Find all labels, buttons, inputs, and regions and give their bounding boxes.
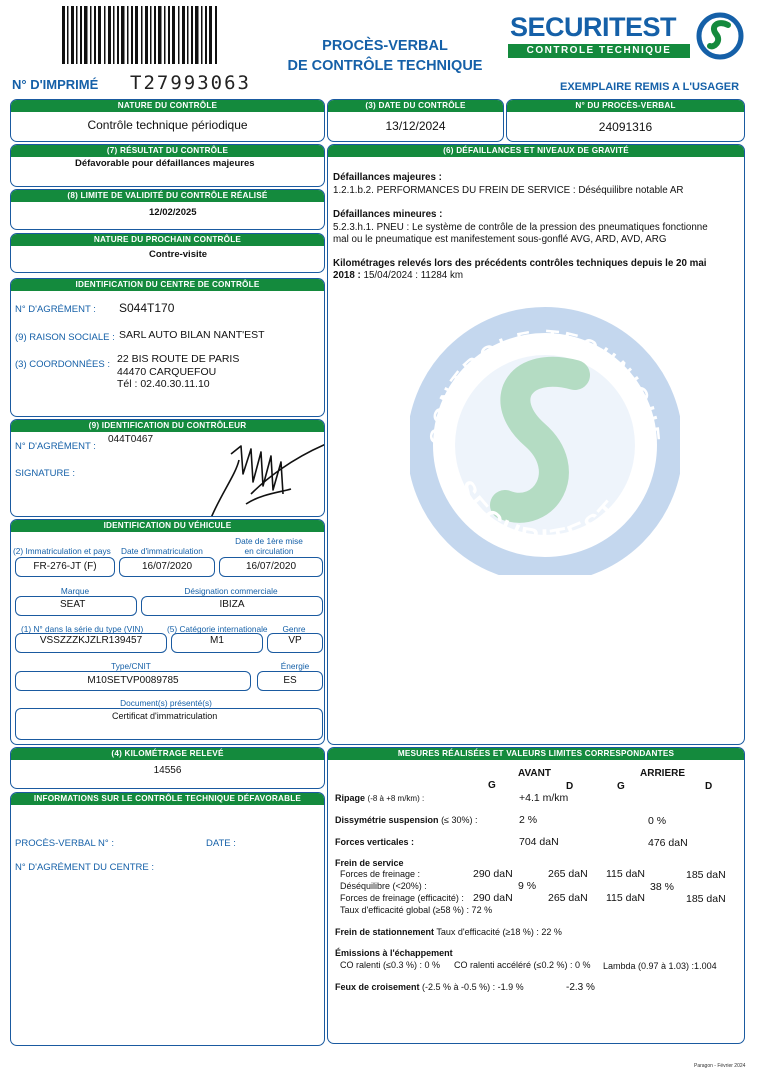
desequilibre-label: Déséquilibre (<20%) : (340, 881, 427, 891)
ripage-limit: (-8 à +8 m/km) : (367, 794, 425, 803)
dissymetrie-label: Dissymétrie suspension (335, 815, 439, 825)
avant-d-heading: D (566, 781, 574, 792)
freinage-arg: 115 daN (606, 868, 645, 880)
stationnement-row (335, 927, 562, 937)
forces-verticales-arriere: 476 daN (648, 837, 688, 849)
dissymetrie-arriere: 0 % (648, 815, 667, 827)
marque-field: SEAT (15, 596, 137, 616)
defavorable-agrement-label: N° D'AGRÉMENT DU CENTRE : (15, 862, 154, 873)
desequilibre-avant: 9 % (518, 880, 537, 892)
controleur-header: (9) IDENTIFICATION DU CONTRÔLEUR (11, 420, 324, 432)
securitest-logo (508, 12, 744, 64)
vehicule-box (10, 519, 325, 745)
documents-label: Document(s) présenté(s) (120, 698, 212, 708)
freinage-eff-avg: 290 daN (473, 892, 513, 904)
imprime-number: T27993063 (130, 72, 251, 94)
resultat-box (10, 144, 325, 187)
pv-number-box (506, 99, 745, 142)
signature-image (191, 434, 325, 517)
nature-controle-box (10, 99, 325, 142)
address-tel: Tél : 02.40.30.11.10 (117, 378, 210, 390)
controleur-agrement-label: N° D'AGRÉMENT : (15, 441, 96, 452)
raison-sociale-label: (9) RAISON SOCIALE : (15, 332, 115, 343)
frein-service-title: Frein de service (335, 858, 404, 868)
energie-label: Énergie (280, 661, 310, 671)
freinage-avd: 265 daN (548, 868, 588, 880)
logo-subtitle: CONTROLE TECHNIQUE (508, 44, 690, 58)
coordonnees-label: (3) COORDONNÉES : (15, 359, 111, 370)
signature-label: SIGNATURE : (15, 468, 75, 479)
co-accelere: CO ralenti accéléré (≤0.2 %) : 0 % (454, 960, 591, 970)
pv-number-value: 24091316 (598, 120, 653, 134)
resultat-value: Défavorable pour défaillances majeures (75, 158, 255, 169)
forces-verticales-label: Forces verticales : (335, 837, 415, 847)
date-mise-field: 16/07/2020 (219, 557, 323, 577)
energie-field: ES (257, 671, 323, 691)
avant-heading: AVANT (518, 768, 551, 779)
controleur-box (10, 419, 325, 517)
stationnement-label: Frein de stationnement (335, 927, 435, 937)
nature-controle-value: Contrôle technique périodique (87, 118, 248, 132)
raison-sociale-value: SARL AUTO BILAN NANT'EST (119, 329, 265, 341)
km-history-value: 15/04/2024 : 11284 km (363, 270, 464, 281)
type-cnit-field: M10SETVP0089785 (15, 671, 251, 691)
avant-g-heading: G (488, 780, 496, 791)
freinage-label: Forces de freinage : (340, 869, 421, 879)
major-title: Défaillances majeures : (333, 172, 442, 183)
documents-field (15, 708, 323, 740)
date-immat-field: 16/07/2020 (119, 557, 215, 577)
date-immat-label: Date d'immatriculation (121, 546, 203, 556)
defaillances-box (327, 144, 745, 745)
centre-header: IDENTIFICATION DU CENTRE DE CONTRÔLE (11, 279, 324, 291)
nature-controle-header: NATURE DU CONTRÔLE (11, 100, 324, 112)
minor-item-1b: mal ou le pneumatique est manifestement sous-gonflé AVG, ARD, AVD, ARG (333, 234, 667, 245)
designation-field: IBIZA (141, 596, 323, 616)
km-history-title: Kilométrages relevés lors des précédents contrôles techniques depuis le 20 mai (333, 258, 707, 269)
forces-verticales-avant: 704 daN (519, 836, 559, 848)
defaillances-header: (6) DÉFAILLANCES ET NIVEAUX DE GRAVITÉ (328, 145, 744, 157)
designation-label: Désignation commerciale (184, 586, 278, 596)
lambda: Lambda (0.97 à 1.03) :1.004 (603, 961, 717, 971)
defavorable-pv-label: PROCÈS-VERBAL N° : (15, 838, 114, 849)
emissions-title: Émissions à l'échappement (335, 948, 453, 958)
address-line-1: 22 BIS ROUTE DE PARIS (117, 353, 240, 365)
title-line-1: PROCÈS-VERBAL (322, 38, 448, 54)
categorie-label: (5) Catégorie internationale (167, 624, 268, 634)
date-mise-label-2: en circulation (244, 546, 294, 556)
barcode (60, 6, 220, 64)
date-controle-box (327, 99, 504, 142)
date-controle-value: 13/12/2024 (385, 119, 446, 133)
vin-field: VSSZZZKJZLR139457 (15, 633, 167, 653)
km-history-title-end: 2018 : (333, 270, 361, 281)
dissymetrie-limit: (≤ 30%) : (441, 815, 478, 825)
copy-label: EXEMPLAIRE REMIS A L'USAGER (560, 81, 740, 93)
arriere-heading: ARRIERE (640, 768, 686, 779)
validite-box (10, 189, 325, 230)
defavorable-date-label: DATE : (206, 838, 236, 849)
dissymetrie-row (335, 815, 478, 825)
type-cnit-label: Type/CNIT (111, 661, 151, 671)
co-ralenti: CO ralenti (≤0.3 %) : 0 % (340, 960, 440, 970)
resultat-header: (7) RÉSULTAT DU CONTRÔLE (11, 145, 324, 157)
taux-global: Taux d'efficacité global (≥58 %) : 72 % (340, 905, 493, 915)
freinage-avg: 290 daN (473, 868, 513, 880)
centre-agrement-label: N° D'AGRÉMENT : (15, 304, 96, 315)
marque-label: Marque (60, 586, 90, 596)
kilometrage-value: 14556 (153, 765, 182, 776)
defavorable-box (10, 792, 325, 1046)
watermark-bottom-text: SECURITEST (449, 475, 628, 554)
genre-label: Genre (282, 624, 306, 634)
defavorable-header: INFORMATIONS SUR LE CONTRÔLE TECHNIQUE DÉFAVORABLE (11, 793, 324, 805)
prochain-controle-box (10, 233, 325, 273)
immat-label: (2) Immatriculation et pays (13, 546, 111, 556)
km-history-line (333, 270, 463, 281)
mesures-header: MESURES RÉALISÉES ET VALEURS LIMITES CORRESPONDANTES (328, 748, 744, 760)
footer-ref: Paragon - Février 2024 (694, 1063, 746, 1069)
document-title (280, 36, 490, 76)
minor-item-1a: 5.2.3.h.1. PNEU : Le système de contrôle de la pression des pneumatiques fonctionne (333, 222, 708, 233)
imprime-label: N° D'IMPRIMÉ (12, 77, 99, 92)
feux-limit: (-2.5 % à -0.5 %) : -1.9 % (422, 982, 524, 992)
address-line-2: 44470 CARQUEFOU (117, 366, 217, 378)
controleur-agrement-value: 044T0467 (108, 434, 154, 445)
watermark-top-text: CONTROLE TECHNIQUE (424, 324, 666, 446)
kilometrage-box (10, 747, 325, 789)
genre-field: VP (267, 633, 323, 653)
date-mise-label (229, 536, 309, 556)
freinage-ard: 185 daN (686, 869, 726, 881)
feux-row (335, 982, 524, 992)
vehicule-header: IDENTIFICATION DU VÉHICULE (11, 520, 324, 532)
mesures-box (327, 747, 745, 1044)
date-mise-label-1: Date de 1ère mise (235, 536, 303, 546)
freinage-eff-avd: 265 daN (548, 892, 588, 904)
kilometrage-header: (4) KILOMÉTRAGE RELEVÉ (11, 748, 324, 760)
freinage-eff-arg: 115 daN (606, 892, 645, 904)
freinage-eff-ard: 185 daN (686, 893, 726, 905)
ripage-row (335, 793, 424, 803)
centre-box (10, 278, 325, 417)
vin-label: (1) N° dans la série du type (VIN) (21, 624, 144, 634)
arriere-d-heading: D (705, 781, 713, 792)
feux-value-2: -2.3 % (566, 982, 595, 993)
logo-s-icon (696, 12, 744, 65)
immat-field: FR-276-JT (F) (15, 557, 115, 577)
watermark-logo (410, 305, 680, 580)
validite-value: 12/02/2025 (149, 207, 197, 218)
stationnement-value: Taux d'efficacité (≥18 %) : 22 % (436, 927, 562, 937)
categorie-field: M1 (171, 633, 263, 653)
prochain-controle-value: Contre-visite (149, 249, 208, 260)
desequilibre-arriere: 38 % (650, 881, 674, 893)
centre-agrement-value: S044T170 (119, 301, 175, 315)
dissymetrie-avant: 2 % (519, 814, 538, 826)
logo-name: SECURITEST (510, 12, 677, 42)
pv-number-header: N° DU PROCÈS-VERBAL (507, 100, 744, 112)
date-controle-header: (3) DATE DU CONTRÔLE (328, 100, 503, 112)
documents-value: Certificat d'immatriculation (112, 711, 218, 721)
validite-header: (8) LIMITE DE VALIDITÉ DU CONTRÔLE RÉALISÉ (11, 190, 324, 202)
title-line-2: DE CONTRÔLE TECHNIQUE (287, 58, 483, 74)
minor-title: Défaillances mineures : (333, 209, 443, 220)
ripage-label: Ripage (335, 793, 366, 803)
ripage-value: +4.1 m/km (519, 792, 569, 804)
feux-label: Feux de croisement (335, 982, 420, 992)
prochain-controle-header: NATURE DU PROCHAIN CONTRÔLE (11, 234, 324, 246)
major-item-1: 1.2.1.b.2. PERFORMANCES DU FREIN DE SERVICE : Déséquilibre notable AR (333, 185, 684, 196)
arriere-g-heading: G (617, 781, 625, 792)
freinage-eff-label: Forces de freinage (efficacité) : (340, 893, 464, 903)
